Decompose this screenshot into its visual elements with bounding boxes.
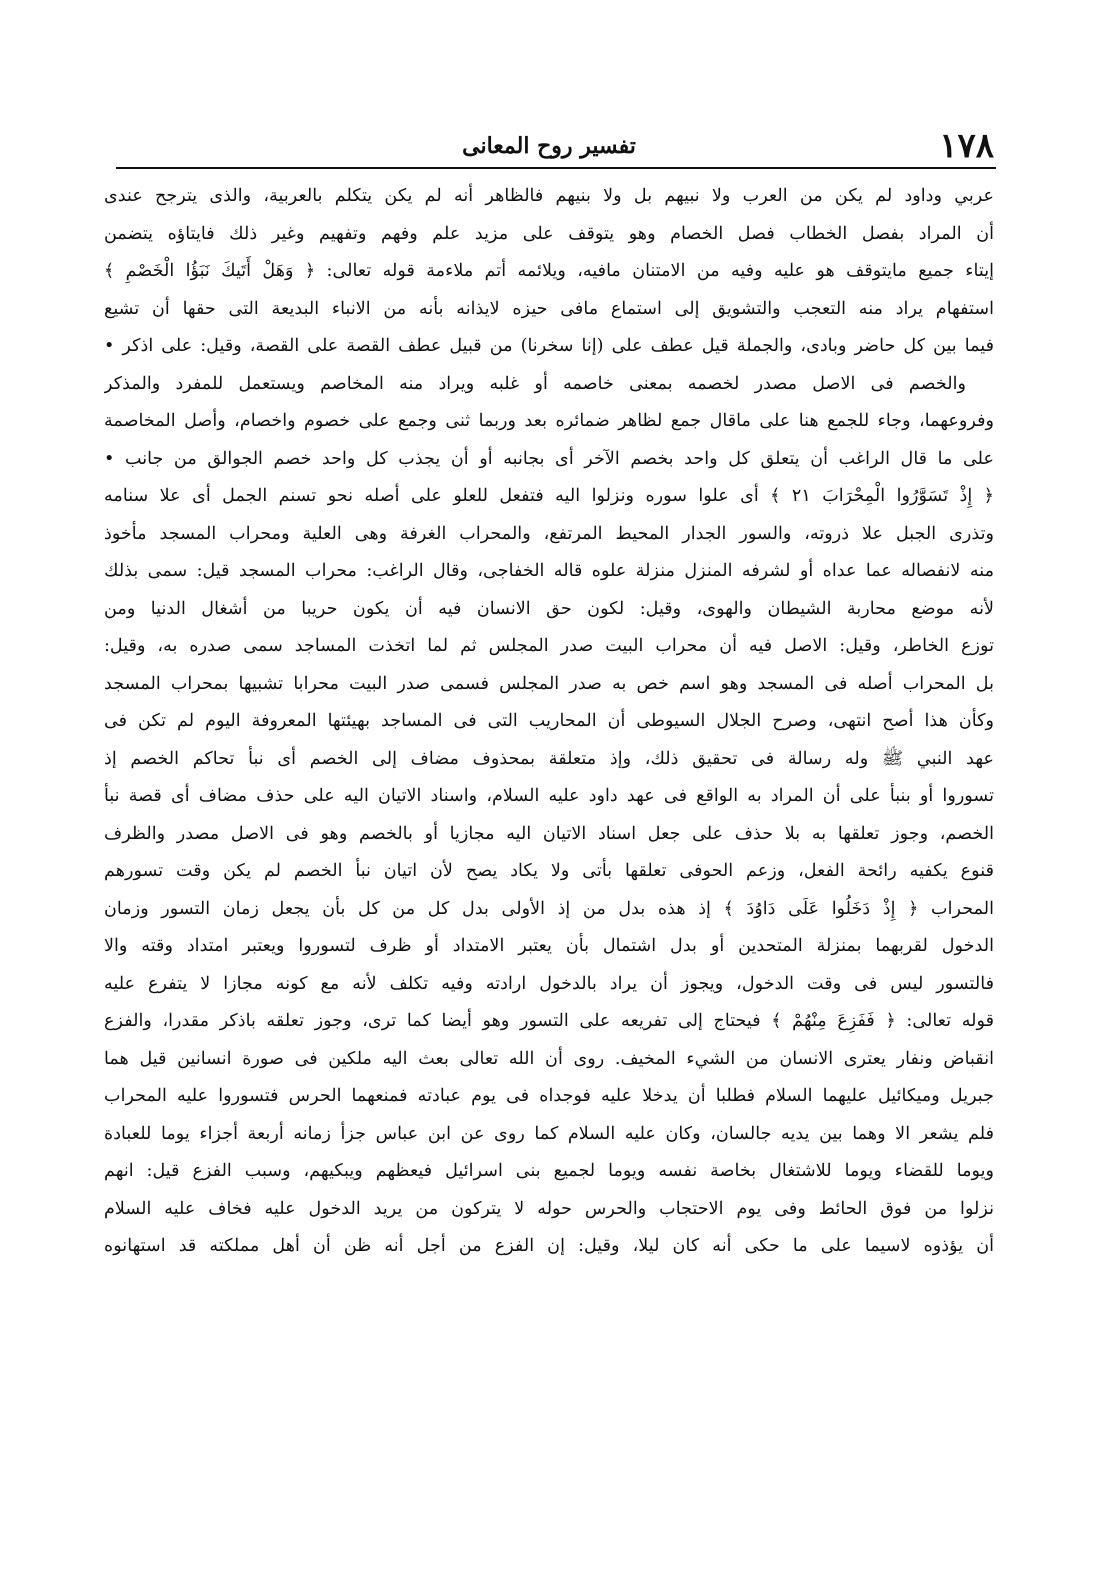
text-line: أن المراد بفصل الخطاب فصل الخصام وهو يتوقف على مزيد علم وفهم وتفهيم وغير ذلك فايتاؤه يتضمن xyxy=(104,223,994,244)
text-line: الدخول لقربهما بمنزلة المتحدين أو بدل اشتمال بأن يعتبر الامتداد أو ظرف لتسوروا ويعتبر امتداد وقته والا xyxy=(104,936,994,956)
text-line: قنوع يكفيه رائحة الفعل، وزعم الحوفى تعلقها بأتى ولا يكاد يصح لأن اتيان نبأ الخصم لم يكن وقت تسورهم xyxy=(104,861,994,881)
text-line: وكأن هذا أصح انتهى، وصرح الجلال السيوطى أن المحاريب التى فى المساجد بهيئتها المعروفة اليوم لم تكن فى xyxy=(104,711,994,731)
text-line: نزلوا من فوق الحائط وفى يوم الاحتجاب والحرس حوله لا يتركون من يريد الدخول عليه فخاف عليه السلام xyxy=(104,1198,994,1219)
text-line: ويوما للقضاء ويوما للاشتغال بخاصة نفسه ويوما لجميع بنى اسرائيل فيعظهم ويبكيهم، وسبب الفزع قيل: انهم xyxy=(104,1161,994,1181)
text-line: وفروعهما، وجاء للجمع هنا على ماقال جمع لظاهر ضمائره بعد وربما ثنى وجمع على خصوم واخصام، وأصل المخاصمة xyxy=(104,411,994,431)
text-line: فيما بين كل حاضر وبادى، والجملة قيل عطف على (إنا سخرنا) من قبيل عطف القصة على القصة، وقيل: على اذكر • xyxy=(104,336,994,356)
text-line: عهد النبي ﷺ وله رسالة فى تحقيق ذلك، وإذ متعلقة بمحذوف مضاف إلى الخصم أى نبأ تحاكم الخصم إذ xyxy=(104,748,994,769)
text-line: استفهام يراد منه التعجب والتشويق إلى استماع مافى حيزه لايذانه بأنه من الانباء البديعة التى حقها أن تشيع xyxy=(104,298,994,319)
text-line: على ما قال الراغب أن يتعلق كل واحد بخصم الآخر أى بجانبه أو أن يجذب كل واحد خصم الجوالق من جانب • xyxy=(104,448,994,469)
text-line: فالتسور ليس فى وقت الدخول، ويجوز أن يراد بالدخول ارادته وفيه تكلف لأنه مع كونه مجازا لا يتفرع عليه xyxy=(104,973,994,994)
header-rule xyxy=(116,167,996,169)
text-line: بل المحراب أصله فى المسجد وهو اسم خص به صدر المجلس فسمى صدر البيت محرابا تشبيها بمحراب المسجد xyxy=(104,673,994,694)
text-line: توزع الخاطر، وقيل: الاصل فيه أن محراب البيت صدر المجلس ثم لما اتخذت المساجد سمى صدره به، وقيل: xyxy=(104,636,994,656)
text-line: المحراب ﴿ إِذْ دَخَلُوا عَلَى دَاوُدَ ﴾ إذ هذه بدل من إذ الأولى بدل كل من كل بأن يجعل زمان التسور وزمان xyxy=(104,898,994,919)
text-line: انقباض ونفار يعترى الانسان من الشيء المخيف. روى أن الله تعالى بعث اليه ملكين فى صورة انسانين قيل هما xyxy=(104,1048,994,1069)
page-number: ١٧٨ xyxy=(939,126,994,166)
text-line: جبريل وميكائيل عليهما السلام فطلبا أن يدخلا عليه فوجداه فى يوم عبادته فمنعهما الحرس فتسوروا عليه المحراب xyxy=(104,1086,994,1106)
text-line: ﴿ إِذْ تَسَوَّرُوا الْمِحْرَابَ ٢١ ﴾ أى علوا سوره ونزلوا اليه فتفعل للعلو على أصله نحو تسنم الجمل أى علا سنامه xyxy=(104,486,994,506)
running-title: تفسير روح المعانى xyxy=(462,133,636,159)
text-line: تسوروا أو بنبأ على أن المراد به الواقع فى عهد داود عليه السلام، واسناد الاتيان اليه على حذف مضاف أى قصة نبأ xyxy=(104,786,994,806)
text-line: إيتاء جميع مايتوقف هو عليه وفيه من الامتنان مافيه، ويلائمه أتم ملاءمة قوله تعالى: ﴿ وَهَلْ أَتَيكَ نَبَؤُا الْخَصْمِ ﴾ xyxy=(104,261,994,281)
page-header xyxy=(104,128,994,164)
text-line: الخصم، وجوز تعلقها به بلا حذف على جعل اسناد الاتيان اليه مجازيا أو بالخصم وهو فى الاصل مصدر والظرف xyxy=(104,823,994,844)
text-line: أن يؤذوه لاسيما على ما حكى أنه كان ليلا، وقيل: إن الفزع من أجل أنه ظن أن أهل مملكته قد استهانوه xyxy=(104,1236,994,1256)
text-line: فلم يشعر الا وهما بين يديه جالسان، وكان عليه السلام كما روى عن ابن عباس جزأ زمانه أربعة أجزاء يوما للعبادة xyxy=(104,1123,994,1144)
text-line: قوله تعالى: ﴿ فَفَزِعَ مِنْهُمْ ﴾ فيحتاج إلى تفريعه على التسور وهو أيضا كما ترى، وجوز تعلقه باذكر مقدرا، والفزع xyxy=(104,1011,994,1031)
text-line: عربي وداود لم يكن من العرب ولا نبيهم بل ولا بنيهم فالظاهر أنه لم يكن يتكلم بالعربية، والذى يترجح عندى xyxy=(104,186,994,206)
text-line: وتذرى الجبل علا ذروته، والسور الجدار المحيط المرتفع، والمحراب الغرفة وهى العلية ومحراب المسجد مأخوذ xyxy=(104,523,994,544)
text-line: والخصم فى الاصل مصدر لخصمه بمعنى خاصمه أو غلبه ويراد منه المخاصم ويستعمل للمفرد والمذكر xyxy=(104,373,966,394)
text-line: لأنه موضع محاربة الشيطان والهوى، وقيل: لكون حق الانسان فيه أن يكون حريبا من أشغال الدنيا ومن xyxy=(104,598,994,619)
text-line: منه لانفصاله عما عداه أو لشرفه المنزل منزلة علوه قاله الخفاجى، وقال الراغب: محراب المسجد قيل: سمى بذلك xyxy=(104,561,994,581)
body-text xyxy=(104,178,994,1266)
